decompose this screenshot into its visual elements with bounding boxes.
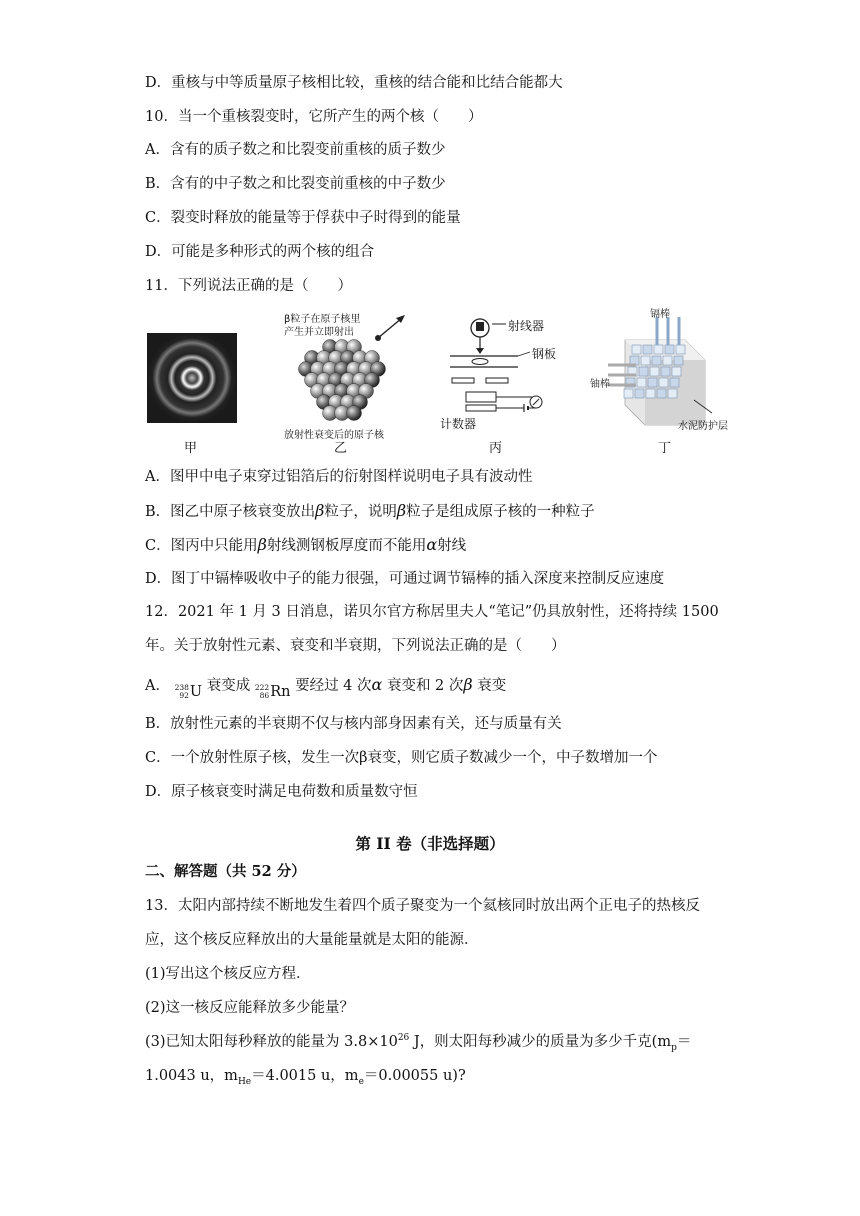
- section-2-heading: 二、解答题（共 52 分）: [145, 863, 306, 880]
- q11-option-a: A．图甲中电子束穿过铝箔后的衍射图样说明电子具有波动性: [145, 469, 533, 485]
- q11-option-d: D．图丁中镉棒吸收中子的能力很强，可通过调节镉棒的插入深度来控制反应速度: [145, 571, 665, 587]
- figure-ding: [590, 305, 740, 435]
- figure-yi-top-text-1: β粒子在原子核里: [284, 314, 361, 325]
- q12-option-c: C．一个放射性原子核，发生一次β衰变，则它质子数减少一个，中子数增加一个: [145, 750, 658, 766]
- q10-option-d: D．可能是多种形式的两个核的组合: [145, 244, 375, 260]
- beta-symbol: β: [463, 675, 473, 694]
- beta-symbol: β: [396, 501, 407, 520]
- q11-stem: 11．下列说法正确的是（ ）: [145, 278, 352, 294]
- alpha-symbol: α: [371, 675, 383, 694]
- q12-stem-line-1: 12．2021 年 1 月 3 日消息，诺贝尔官方称居里夫人“笔记”仍具放射性，还将持续 1500: [145, 604, 719, 620]
- figure-ding-caption: 丁: [658, 441, 672, 456]
- uranium-238-nuclide: 238 92 U: [174, 683, 203, 700]
- figure-ding-u-rod-label: 铀棒: [590, 379, 610, 390]
- figure-jia-caption: 甲: [184, 441, 198, 456]
- q12-option-a: A． 238 92 U 衰变成 222 86 Rn 要经过 4 次α 衰变和 2 次β 衰变: [145, 675, 507, 700]
- q10-option-c: C．裂变时释放的能量等于俘获中子时得到的能量: [145, 210, 461, 226]
- q10-stem: 10．当一个重核裂变时，它所产生的两个核（ ）: [145, 109, 483, 125]
- radon-222-nuclide: 222 86 Rn: [254, 683, 291, 700]
- q13-part-2: (2)这一核反应能释放多少能量？: [145, 1000, 355, 1016]
- q12-option-d: D．原子核衰变时满足电荷数和质量数守恒: [145, 784, 418, 800]
- figure-bing-plate-label: 钢板: [532, 347, 557, 361]
- figure-yi-bottom-text: 放射性衰变后的原子核: [284, 430, 384, 441]
- figure-ding-cd-rod-label: 镉棒: [650, 309, 670, 320]
- figure-bing-counter-label: 计数器: [440, 417, 477, 431]
- figure-bing: [440, 312, 580, 437]
- q12-option-b: B．放射性元素的半衰期不仅与核内部身因素有关，还与质量有关: [145, 716, 562, 732]
- q13-part-3-continued: 1.0043 u，$m_{He}=4.0015$ u，$m_e=0.00055$ u)?: [145, 1068, 466, 1087]
- diffraction-pattern-image: [147, 333, 237, 423]
- figure-yi-caption: 乙: [334, 441, 348, 456]
- figure-bing-emitter-label: 射线器: [508, 319, 545, 333]
- q12-stem-line-2: 年。关于放射性元素、衰变和半衰期，下列说法正确的是（ ）: [145, 638, 566, 654]
- q13-stem-line-2: 应，这个核反应释放出的大量能量就是太阳的能源．: [145, 932, 479, 948]
- q13-part-1: (1)写出这个核反应方程．: [145, 966, 311, 982]
- q10-option-b: B．含有的中子数之和比裂变前重核的中子数少: [145, 176, 446, 192]
- q13-part-3: (3)已知太阳每秒释放的能量为 $3.8\times 10^{26}$ J，则太阳每秒减少的质量为多少千克($m_p=$: [145, 1033, 692, 1053]
- section-2-title: 第 II 卷（非选择题）: [355, 834, 505, 853]
- beta-symbol: β: [315, 501, 325, 520]
- q10-option-a: A．含有的质子数之和比裂变前重核的质子数少: [145, 142, 446, 158]
- figure-bing-caption: 丙: [489, 441, 503, 456]
- q9-option-d: D．重核与中等质量原子核相比较，重核的结合能和比结合能都大: [145, 75, 563, 91]
- beta-symbol: β: [257, 535, 267, 554]
- q13-stem-line-1: 13．太阳内部持续不断地发生着四个质子聚变为一个氦核同时放出两个正电子的热核反: [145, 898, 700, 914]
- figure-ding-shield-label: 水泥防护层: [678, 421, 728, 432]
- q11-option-b: B．图乙中原子核衰变放出β粒子，说明β粒子是组成原子核的一种粒子: [145, 501, 595, 520]
- reactor-core-diagram: [590, 305, 740, 435]
- q11-option-c: C．图丙中只能用β射线测钢板厚度而不能用α射线: [145, 535, 467, 554]
- alpha-symbol: α: [426, 535, 438, 554]
- figure-yi-top-text-2: 产生并立即射出: [284, 327, 354, 338]
- figure-yi: [280, 310, 420, 440]
- figure-jia: [147, 333, 237, 423]
